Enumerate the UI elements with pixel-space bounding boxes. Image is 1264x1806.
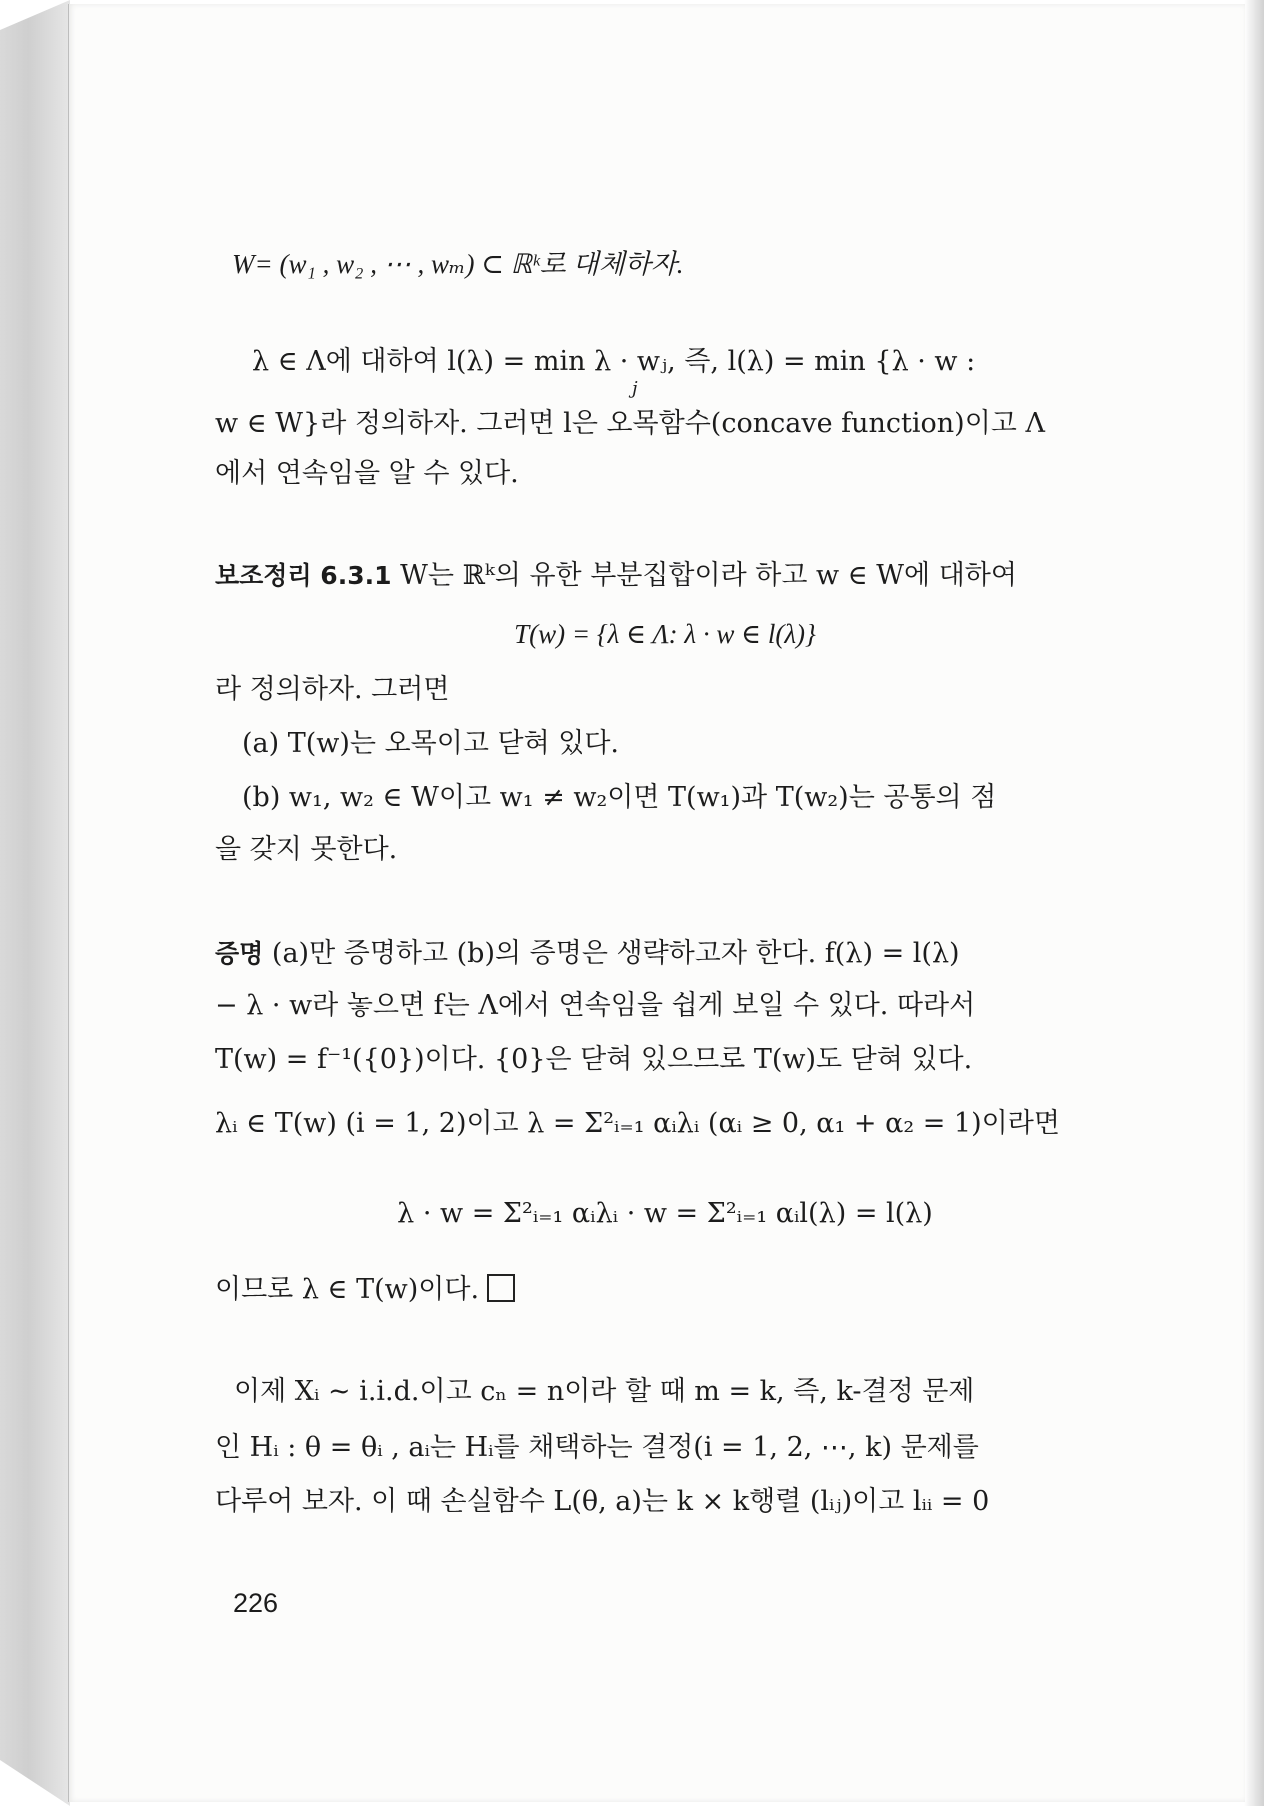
text-line-17: 이제 Xᵢ ~ i.i.d.이고 cₙ = n이라 할 때 m = k, 즉, k-결정 문제	[234, 1376, 975, 1407]
equation-sum: λ · w = Σ²ᵢ₌₁ αᵢλᵢ · w = Σ²ᵢ₌₁ αᵢl(λ) = l(λ)	[397, 1198, 933, 1229]
proof-line-1	[215, 934, 1115, 974]
book-spine	[0, 0, 70, 1806]
item-b: (b) w₁, w₂ ∈ W이고 w₁ ≠ w₂이면 T(w₁)과 T(w₂)는 공통의 점	[242, 782, 997, 813]
proof-end-line	[215, 1270, 1115, 1310]
text-line-5: W는 ℝᵏ의 유한 부분집합이라 하고 w ∈ W에 대하여	[400, 560, 1017, 591]
proof-label: 증명	[215, 939, 264, 968]
lemma-label: 보조정리 6.3.1	[215, 561, 392, 590]
page-number: 226	[233, 1588, 279, 1618]
text-line-16: 이므로 λ ∈ T(w)이다.	[215, 1274, 480, 1305]
text-line-4: 에서 연속임을 알 수 있다.	[215, 458, 519, 489]
text-line-1: W= (w₁ , w₂ , ⋯ , wₘ) ⊂ ℝᵏ로 대체하자.	[232, 249, 684, 279]
text-line-2: λ ∈ Λ에 대하여 l(λ) = min λ · wⱼ, 즉, l(λ) = min {λ · w :	[252, 346, 976, 377]
text-line-12: − λ · w라 놓으면 f는 Λ에서 연속임을 쉽게 보일 수 있다. 따라서	[215, 990, 976, 1021]
text-line-11: (a)만 증명하고 (b)의 증명은 생략하고자 한다. f(λ) = l(λ)	[271, 938, 960, 969]
text-line-3: w ∈ W}라 정의하자. 그러면 l은 오목함수(concave function)이고 Λ	[215, 408, 1045, 439]
text-line-7: 라 정의하자. 그러면	[215, 674, 450, 705]
equation-T: T(w) = {λ ∈ Λ: λ · w ∈ l(λ)}	[514, 619, 816, 649]
qed-square-icon	[487, 1274, 515, 1302]
text-line-13: T(w) = f⁻¹({0})이다. {0}은 닫혀 있으므로 T(w)도 닫혀 있다.	[215, 1044, 973, 1075]
page-edge-shadow	[1244, 0, 1264, 1806]
lemma-statement	[215, 556, 1115, 596]
text-line-10: 을 갖지 못한다.	[215, 834, 398, 865]
min-subscript: j	[632, 378, 638, 399]
text-line-19: 다루어 보자. 이 때 손실함수 L(θ, a)는 k × k행렬 (lᵢⱼ)이고 lᵢᵢ = 0	[215, 1486, 990, 1517]
text-line-14: λᵢ ∈ T(w) (i = 1, 2)이고 λ = Σ²ᵢ₌₁ αᵢλᵢ (αᵢ ≥ 0, α₁ + α₂ = 1)이라면	[215, 1108, 1060, 1139]
item-a: (a) T(w)는 오목이고 닫혀 있다.	[242, 728, 620, 759]
text-line-18: 인 Hᵢ : θ = θᵢ , aᵢ는 Hᵢ를 채택하는 결정(i = 1, 2, ⋯, k) 문제를	[215, 1432, 979, 1463]
